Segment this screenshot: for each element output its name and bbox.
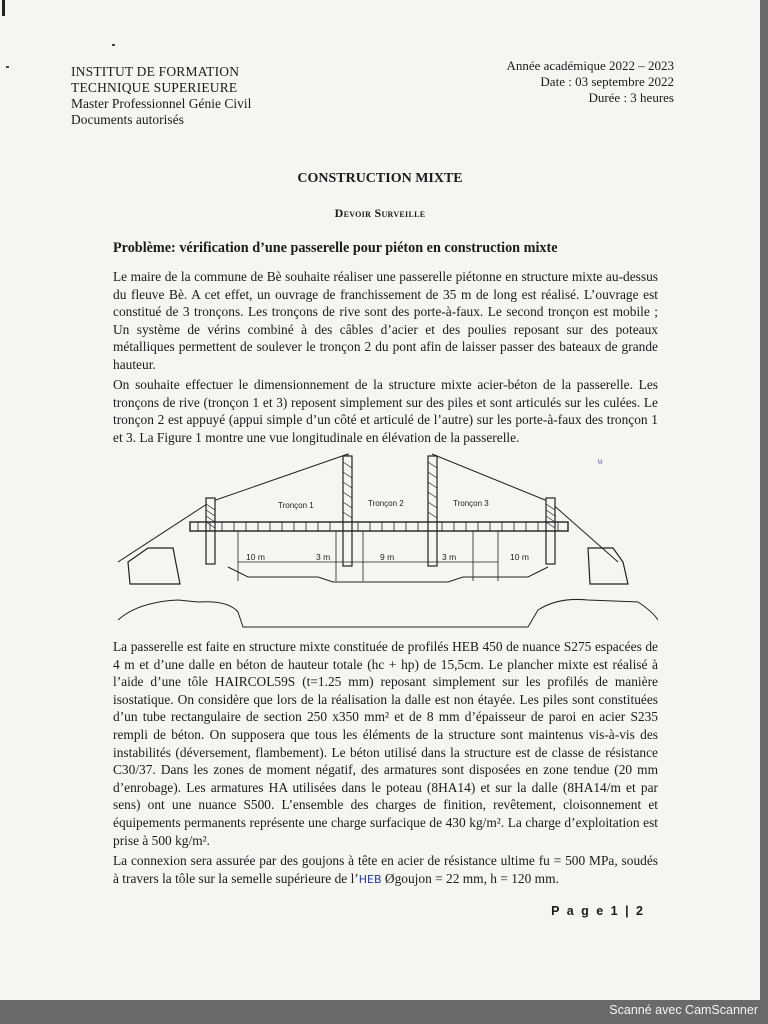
connection-text-a: La connexion sera assurée par des goujons à tête en acier de résistance ultime fu = 500 MPa, soudés à travers la tôle sur la semelle supérieure de l’ (113, 853, 658, 886)
dim-span-1: 10 m (246, 552, 265, 562)
exam-info (506, 58, 674, 106)
cable-left-top (210, 454, 348, 522)
institute-line-2: TECHNIQUE SUPERIEURE (71, 80, 238, 95)
scan-dot (112, 44, 115, 46)
institute-header (71, 64, 251, 128)
handwritten-correction: HEB (358, 872, 382, 886)
label-troncon-1: Tronçon 1 (278, 501, 314, 510)
deck-stiffeners (198, 522, 558, 531)
scan-dot (6, 66, 9, 68)
riverbank-outline (118, 599, 658, 627)
scan-edge-mark (2, 0, 5, 16)
water-level (228, 567, 548, 582)
dim-span-4: 3 m (442, 552, 457, 562)
dim-span-5: 10 m (510, 552, 529, 562)
label-troncon-3: Tronçon 3 (453, 499, 489, 508)
documents-line: Documents autorisés (71, 112, 184, 127)
cable-left (118, 502, 210, 562)
paragraph-intro: Le maire de la commune de Bè souhaite réaliser une passerelle piétonne en structure mixte au-dessus du fleuve Bè. A cet effet, un ouvrage de franchissement de 35 m de long est réalisé. L’ouvrage est constitué de 3 tronçons. Les tronçons de rive sont des porte-à-faux. Le second tronçon est mobile ; Un système de vérins combiné à des câbles d’acier et des poulies reposant sur des poteaux métalliques permettent de soulever le tronçon 2 du pont afin de laisser passer des bateaux de grande hauteur. (113, 269, 658, 372)
paragraph-structure: On souhaite effectuer le dimensionnement de la structure mixte acier-béton de la passerelle. Les tronçons de rive (tronçon 1 et 3) reposent simplement sur des piles et sont articulés sur les culées. Le tronçon 2 est appuyé (appui simple d’un côté et articulé de l’autre) sur les porte-à-faux des tronçon 1 et 3. La Figure 1 montre une vue longitudinale en élévation de la passerelle. (113, 377, 658, 445)
problem-heading: Problème: vérification d’une passerelle pour piéton en construction mixte (113, 240, 558, 256)
scanner-watermark: Scanné avec CamScanner (609, 1003, 758, 1017)
dim-span-2: 3 m (316, 552, 331, 562)
document-title: CONSTRUCTION MIXTE (297, 171, 463, 186)
dim-span-3: 9 m (380, 552, 395, 562)
paragraph-materials: La passerelle est faite en structure mixte constituée de profilés HEB 450 de nuance S275 espacées de 4 m et d’une dalle en béton de hauteur totale (hc + hp) de 15,5cm. Le plancher mixte est réalisé à l’aide d’une tôle HAIRCOL59S (t=1.25 mm) reposant simplement sur les profilés de manière isostatique. On considère que lors de la réalisation la dalle est non étayée. Les piles sont constituées d’un tube rectangulaire de section 250 x350 mm² et de 8 mm d’épaisseur de paroi en acier S235 rempli de béton. On supposera que tous les éléments de la structure sont maintenus vis-à-vis des instabilités (déversement, flambement). Le béton utilisé dans la structure est de classe de résistance C30/37. Dans les zones de moment négatif, des armatures sont disposées en zone tendue (20 mm d’enrobage). Les armatures HA utilisées dans le poteau (8HA14) et sur la dalle (8HA14/m et par sens) ont une nuance S500. L’ensemble des charges de finition, revêtement, cloisonnement et équipements permanents représente une charge surfacique de 430 kg/m². La charge d’exploitation est prise à 500 kg/m². (113, 639, 658, 848)
institute-line-1: INSTITUT DE FORMATION (71, 64, 240, 79)
program-line: Master Professionnel Génie Civil (71, 96, 252, 111)
exam-duration: Durée : 3 heures (588, 90, 674, 105)
bridge-elevation-figure (118, 452, 658, 632)
paragraph-connection (113, 852, 658, 888)
label-troncon-2: Tronçon 2 (368, 499, 404, 508)
academic-year: Année académique 2022 – 2023 (506, 58, 674, 73)
page-number: P a g e 1 | 2 (551, 904, 645, 918)
document-subtitle: Devoir Surveille (334, 206, 426, 220)
cable-right-top (432, 454, 550, 502)
piers (238, 531, 498, 581)
cable-right (550, 502, 618, 562)
abutment-left (128, 548, 180, 584)
bridge-deck (190, 522, 568, 531)
connection-text-b: Øgoujon = 22 mm, h = 120 mm. (381, 870, 559, 886)
exam-date: Date : 03 septembre 2022 (540, 74, 674, 89)
